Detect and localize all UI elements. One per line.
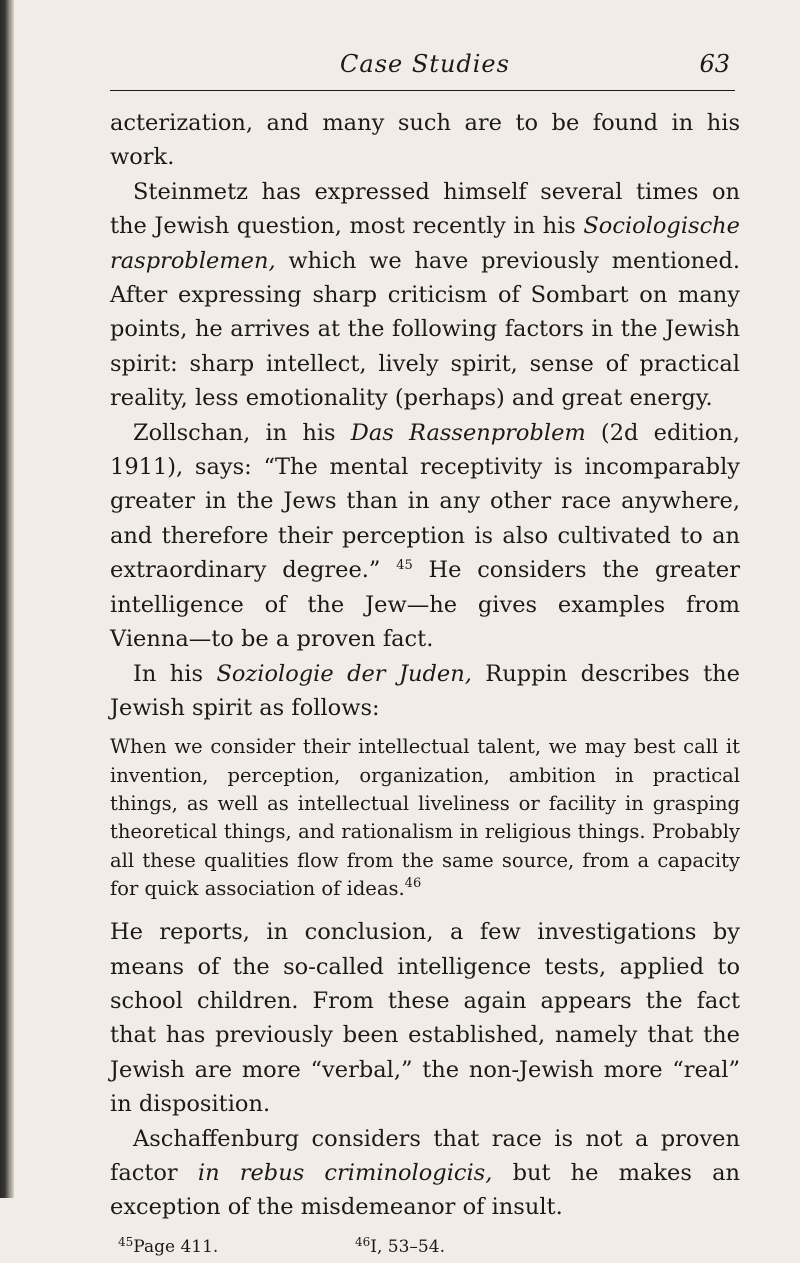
footnote-text: Page 411.	[133, 1236, 219, 1257]
footnote-ref-46: 46	[404, 875, 422, 891]
footnote-46	[355, 1234, 445, 1257]
book-title-rassenproblem: Das Rassenproblem	[350, 419, 586, 446]
footnotes	[110, 1234, 740, 1263]
footnote-45	[118, 1234, 219, 1257]
footnote-mark: 45	[118, 1234, 134, 1249]
running-title: Case Studies	[340, 50, 510, 78]
paragraph-2-text-b: which we have previously mentioned. After expressing sharp criticism of Sombart on many points, he arrives at the following factors in the Jewish spirit: sharp intellect, lively spirit, sense of practical reality, less emotionality (perhaps) and great energy.	[110, 247, 740, 412]
block-quote	[110, 733, 740, 903]
paragraph-2-text-a: Steinmetz has expressed himself several times on the Jewish question, most recently in his	[110, 178, 740, 240]
book-title-soziologie: Soziologie der Juden,	[216, 660, 472, 687]
paragraph-3-text-a: Zollschan, in his	[133, 419, 351, 446]
body-text	[110, 106, 740, 1263]
book-spine-shadow	[0, 0, 14, 1198]
paragraph-5	[110, 915, 740, 1121]
footnote-text: I, 53–54.	[370, 1236, 445, 1257]
paragraph-4-text-b: Ruppin describes the Jewish spirit as follows:	[110, 660, 740, 721]
footnote-ref-45: 45	[396, 558, 413, 574]
paragraph-3	[110, 416, 740, 657]
paragraph-6-text-b: but he makes an exception of the misdemeanor of insult.	[110, 1159, 740, 1221]
latin-phrase: in rebus criminologicis,	[197, 1159, 493, 1186]
running-head	[110, 46, 740, 84]
paragraph-1	[110, 106, 740, 175]
paragraph-5-text: He reports, in conclusion, a few investigations by means of the so-called intelligence tests, applied to school children. From these again appears the fact that has previously been established, namely that the Jewish are more “verbal,” the non-Jewish more “real” in disposition.	[110, 919, 740, 1118]
book-page	[110, 46, 740, 1257]
paragraph-4-text-a: In his	[133, 660, 217, 687]
page-number: 63	[699, 50, 730, 78]
paragraph-1-text: acterization, and many such are to be found in his work.	[110, 110, 740, 171]
paragraph-6-text-a: Aschaffenburg considers that race is not a proven factor	[110, 1125, 740, 1186]
header-rule	[110, 90, 735, 91]
paragraph-3-text-c: He considers the greater intelligence of the Jew—he gives examples from Vienna—to be a proven fact.	[110, 557, 740, 653]
paragraph-4	[110, 657, 740, 726]
paragraph-6	[110, 1122, 740, 1225]
book-title-sociologische: Sociologische rasproblemen,	[110, 213, 740, 274]
paragraph-2	[110, 175, 740, 416]
paragraph-3-text-b: (2d edition, 1911), says: “The mental receptivity is incomparably greater in the Jews than in any other race anywhere, and therefore their perception is also cultivated to an extraordinary degree.”	[110, 419, 740, 584]
footnote-mark: 46	[355, 1234, 371, 1249]
block-quote-text: When we consider their intellectual talent, we may best call it invention, perception, organization, ambition in practical things, as well as intellectual liveliness or facility in grasping theoretical things, and rationalism in religious things. Probably all these qualities flow from the same source, from a capacity for quick association of ideas.	[110, 735, 740, 900]
